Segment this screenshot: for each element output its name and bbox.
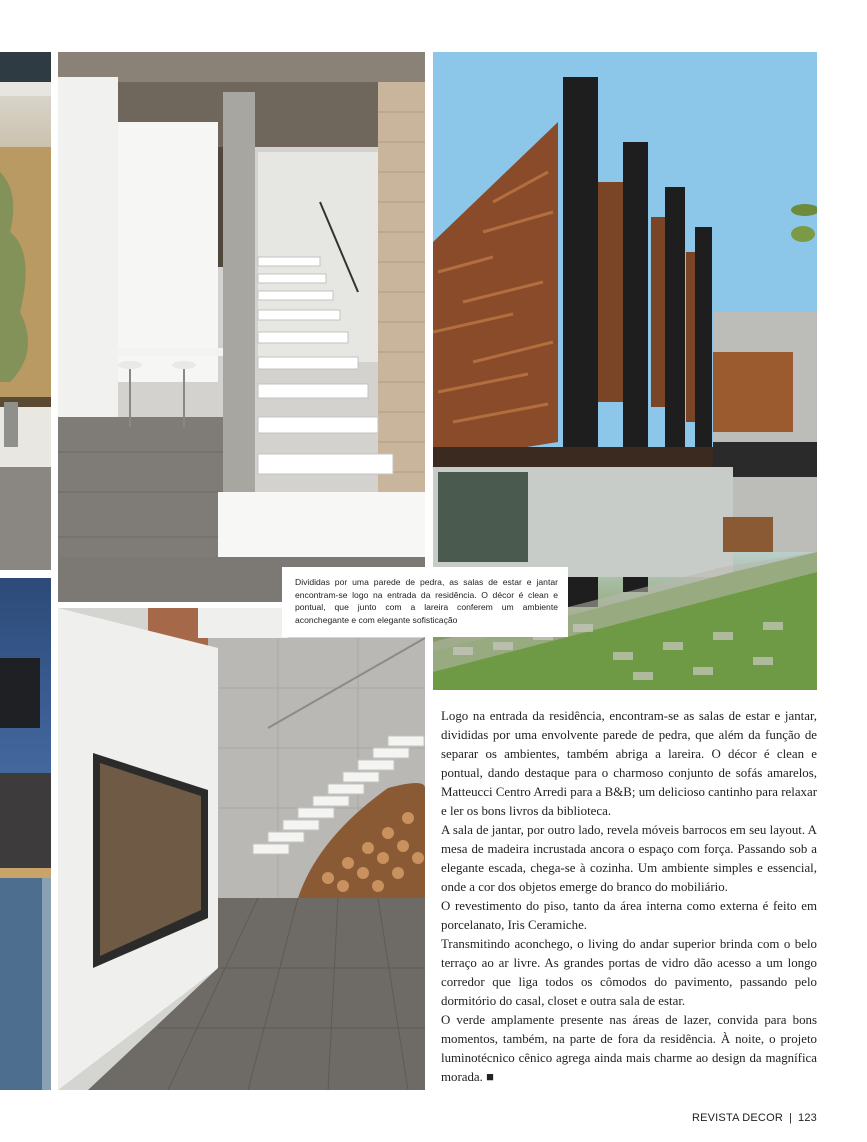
body-paragraph: O revestimento do piso, tanto da área interna como externa é feito em porcelanato, Iris Ceramiche. xyxy=(441,899,817,932)
photo-caption: Divididas por uma parede de pedra, as salas de estar e jantar encontram-se logo na entrada da residência. O décor é clean e pontual, que junto com a lareira conferem um ambiente aconchegante e com elegante sofisticação xyxy=(282,567,568,637)
article-body xyxy=(441,707,817,1087)
fireplace-living-photo xyxy=(58,608,425,1090)
page-footer: REVISTA DECOR | 123 xyxy=(691,1112,817,1124)
map-wall-photo xyxy=(0,52,51,570)
body-paragraph: O verde amplamente presente nas áreas de lazer, convida para bons momentos, também, na parte de fora da residência. À noite, o projeto luminotécnico cênico agrega ainda mais charme ao design da magnífica morada. ■ xyxy=(441,1013,817,1084)
body-paragraph: A sala de jantar, por outro lado, revela móveis barrocos em seu layout. A mesa de madeira incrustada ancora o espaço com força. Passando sob a elegante escada, chega-se à cozinha. Um ambiente simples e essencial, onde a cor dos objetos emerge do branco do mobiliário. xyxy=(441,823,817,894)
page-number: 123 xyxy=(798,1112,817,1124)
body-paragraph: Logo na entrada da residência, encontram-se as salas de estar e jantar, divididas por uma envolvente parede de pedra, que além da função de separar os ambientes, também abriga a lareira. O décor é clean e pontual, dando destaque para o charmoso conjunto de sofás amarelos, Matteucci Centro Arredi para a B&B; um delicioso cantinho para relaxar e ler os bons livros da biblioteca. xyxy=(441,709,817,818)
exterior-night-photo xyxy=(0,578,51,1090)
staircase-photo xyxy=(58,52,425,602)
body-paragraph: Transmitindo aconchego, o living do andar superior brinda com o belo terraço ao ar livre. As grandes portas de vidro dão acesso a um longo corredor que liga todos os cômodos do pavimento, passando pelo dormitório do casal, closet e outra sala de estar. xyxy=(441,937,817,1008)
magazine-name: REVISTA DECOR xyxy=(691,1112,783,1124)
